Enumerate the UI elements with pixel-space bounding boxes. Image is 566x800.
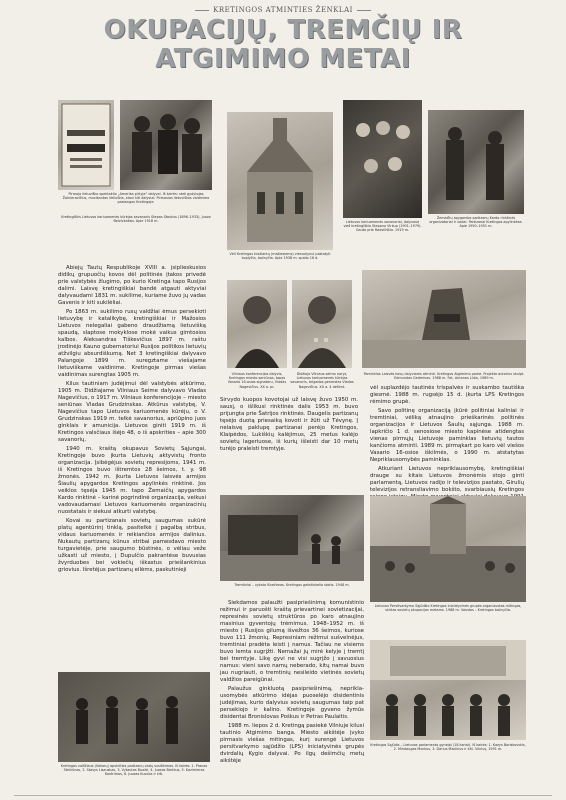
photo-partisans (428, 110, 524, 214)
paragraph: Palaužus ginkluotą pasipriešinimą, nepriklausomybės atkūrimo idėjas puoselėjo disidentinis judėjimas, kurio dalyvius sovietų saugumas taip pat persekiojo ir kalino. Kretingoje gyveno žymūs disidentai Bronislovas Poškus ir Petras Paulaitis. (220, 686, 364, 720)
caption-volunteers: Lietuvos kariuomenės savanoriai, dalyvavę vieš kretingiškio Stepono Virkuo (1901–1979). Gauta prie Radviliškio. 1919 m. (343, 220, 422, 233)
paragraph: Atkuriant Lietuvos nepriklausomybę, kretingiškiai drauge su kitais Lietuvos žmonėmis stojo ginti parlamentą, Lietuvos radijo ir televizijos pastato, Girulių televizijos retransliavimo bokšto, svarbiausių Kretingos (370, 466, 524, 493)
photo-church (227, 112, 333, 250)
divider (195, 10, 209, 11)
photo-theatre-poster (58, 100, 114, 190)
photo-portrait-nagevicius-general (292, 280, 352, 368)
body-mid: Sirvydo kuopos kovotojai už laisvę žuvo 1950 m. sausį, o išlikusi rinktinės dalis 1953 m. buvo prijungta prie Šatrijos rinktinės. Daugelis partizanų tęsėjo duotą priesaiką kovoti ir žūti už Tėvynę. Į nelaisvę paklupę partizanai perėjo Kretingos, Klaipėdos, Lukiškių kalėjimus, 25 metus kalėjo sovietų lageriuose, iš kurių išleisti dar 10 metų turėjo praleisti tremtyje. (220, 397, 358, 452)
title-line-2: ATGIMIMO METAI (155, 44, 411, 74)
paragraph: Siekdamos palaužti pasipriešinimą komunistinio režimui ir paruošti kraštą prievartinei sovietizacijai, represinės sovietų struktūros po karo atnaujino masinius gyventojų trėmimus. 1948–1952 m. iš miesto į Rusijos gilumą išvežtos 36 šeimos, kuriose buvo 111 žmonių. Represiniam režimui sušvelnėjus, tremtiniai pradėta leisti į namus. Tačiau ne visiems buvo lemta sugrįžti. Nemažai jų mirė kelyje į tremtį bei tremtyje. Likę gyvi ne visi sugrįžo į savuosius namus: vieni savo namų neberado, kitų namai buvo jau nugriauti, o tremtinių nesileido vietinės sovietų valdžios pareigūnai. (220, 600, 364, 683)
paragraph: Abiejų Tautų Respublikoje XVIII a. įsiplieskusios didikų grupuočių kovos dėl politinės įtakos privedė prie valstybės žlugimo, po kurio Kretinga tapo Rusijos dalimi. Laisvę kretingiškiai bandė atgauti aktyviai dalyvaudami 1831 m. sukilime, kuriame žuvo jų vadas Gavenis ir kiti sukilėliai. (58, 265, 206, 306)
photo-partisan-group (58, 672, 210, 762)
caption-church: Vėli Kretingos kražiantų (mažiesiems) vienuolynui pastatyti koplyčia, bažnyčia. Apie 1938 m. spalio 16 d. (229, 252, 331, 261)
caption-nagevicius-general: Didžiojo Vilniaus seimo narys, Lietuvos kariuomenės kūrėjas savanoris, brigados generolas Vladas Nagevičius. XX a. 4 dešimt. (290, 372, 354, 389)
kicker-text: KRETINGOS ATMINTIES ŽENKLAI (213, 6, 353, 14)
caption-monument: Paminklas Laisvės kovų dalyviams atminti. Kretingos Atgimimo parke. Projekto autorius skulpt. Edmundas Gedminas. 1988 m. Fot. Antanas Lūža, 1989 m. (363, 372, 525, 381)
paragraph: Savo politinę organizaciją įkūrė politiniai kaliniai ir tremtiniai, vėliką atnaujino prieškarinės politinės organizacijos ir Lietuvos Šaulių sąjunga. 1988 m. lapkričio 1 d. senosiose miesto kapinėse atidengtas vienas pirmųjų Lietuvoje paminklas lietuvių tautos kančioms atminti. 1989 m. pirmąkart po karo vėl viešos Vasario 16-osios iškilmės, o 1990 m. atstatytas Nepriklausomybės paminklas. (370, 408, 524, 463)
caption-nagevicius-civil: Vilniaus konferencijos dalyvis, Kretingos miesto seniūnas, tapęs Vasario 16-osios signataru, Vladas Nagevičius. XX a. pr. (227, 372, 287, 389)
divider (357, 10, 371, 11)
photo-theatre-cast (120, 100, 212, 190)
caption-theatre: Pirmojo lietuviško spektaklio „Amerika pirtyje“ dalyvai. Iš kairės: sėdi gydytojas Žalnieravičius, muzikantas Veliuškis, stovi kiti dalyviai. Pirmosios lietuviškos vaidinimo pastangos Kretingoje. (62, 192, 210, 205)
poster-header (0, 0, 566, 110)
photo-deportation (220, 495, 364, 581)
caption-partisans: Žemaičių apygardos partizanų Kardo rinktinės organizatoriai ir vadai. Partizanai Kretingos apylinkėse. Apie 1950–1951 m. (429, 216, 523, 229)
title-line-1: OKUPACIJŲ, TREMČIŲ IR (103, 15, 463, 45)
series-kicker (0, 6, 566, 14)
caption-deportation: Tremtiniai – vyksta išvežimas. Kretingos geležinkelio stotis. 1948 m. (234, 583, 350, 587)
paragraph: Po 1863 m. sukilimo rusų valdžiai ėmus persekioti lietuvybę ir katalikybę, kretingiškiai ir Mažosios Lietuvos nelegaliai gabeno draudžiamą lietuvišką spaudą, slaptose mokyklose mokė vaikus gimtosios kalbos. Aleksandras Tiškevičius 1897 m. raštu įrodinėjo Kauno gubernatoriui Rusijos politikos lietuvių atžvilgiu absurdiškumą. Net 3 kretingiškiai dalyvavo Palangoje 1899 m. suregztame viešajame lietuviškame vaidinime. Kretingoje pirmas viešas vaidinimas surengtas 1905 m. (58, 309, 206, 378)
paragraph: Kovai su partizanais sovietų saugumas sukūrė platų agentūrinį tinklą, pasitelkė į pagalbą stribus, vidaus kariuomenės ir reikiančios armijos dalinius. Nukautų partizanų kūnus stribai pamesdavo miesto turgavietėje, prie saugumo būstinės, o vėliau veže užkasti už miesto, į Dupulčio pakrantėse buvusias žvyrduobes bei vokiečių iškastus priešlankinius griovius. Išretėjus partizanų eilėms, paskutinieji (58, 518, 206, 573)
body-bottom (220, 600, 364, 796)
body-left (58, 265, 206, 663)
paragraph: 1940 m. kraštą okupavus Sovietų Sąjungai, Kretingoje buvo įkurta Lietuvių aktyvistų fronto organizacija. Įsibėgėjus sovietų represijoms, 1941 m. iš Kretingos buvo ištremtos 28 šeimos, t. y. 98 žmonės. 1942 m. įkurta Lietuvos laisvės armijos Šiaulių apygardos Kretingos apylinkės rinktinė. Jos veiklos tęsėja 1945 m. tapo Žemaičių apygardos Kardo rinktinė – karinė pogrindinė organizacija, veikusi vadovaudamasi Lietuvos kariuomenės organizacinių nuostatais ir siekusi atkurti valstybę. (58, 446, 206, 515)
photo-rally (370, 496, 526, 602)
photo-portrait-nagevicius-civil (227, 280, 287, 368)
paragraph: 1988 m. liepos 2 d. Kretingą pasiekė Vilniuje kilusi tautinio Atgimimo banga. Miesto aikštėje įvyko pirmasis viešas mitingas, kurį surengė Lietuvos persitvarkymo sąjūdžio (LPS) iniciatyvinės grupės dvirdalių Kygio dalyvai. Po ilgų dešimčių metų aikštėje (220, 723, 364, 764)
paragraph: vėl suplazdėjo tautinės trispalvės ir suskambo tautiška giesmė. 1988 m. rugsėjo 15 d. įkurta LPS Kretingos rėmimo grupė. (370, 385, 524, 405)
paragraph: Kilus tautiniam judėjimui dėl valstybės atkūrimo, 1905 m. Didžiajame Vilniaus Seime dalyvavo Vladas Nagevičius, o 1917 m. Vilniaus konferencijoje – miesto seniūnas Vladas Grudzinskas. Atkūrus valstybę, V. Nagevičius tapo Lietuvos kariuomenės kūrėju, o V. Grudzinskas 1919 m. telkė savanorius, apriūpino juos ginklais ir amunicija. Lietuvos giniti 1919 m. iš Kretingos valsčiaus išėjo 48, o iš apskrities – apie 300 savanorių. (58, 381, 206, 443)
caption-parliament-defenders: Kretingos Sąjūdis – Lietuvos parlamento gynėjai (18 kariai). Iš kairės: 1. Kazys Boriskovskis, 2. Mindaugas Mockus, 3. Darius Macikius ir kiti. Vilnius, 1991 m. (370, 743, 526, 752)
caption-partisan-group: Kretingos valščiaus (Vakarų) apskrities partizanų vadų susitikimas. Iš kairės: 1. Pranas Steikūnas, 2. Stasys Lisauskas, 3. Vytautas Buožė, 4. Juozas Bartkus, 5. Kazimieras Kontrimas, 6. Juozas Kuocka ir kiti. (60, 764, 208, 777)
photo-monument (362, 270, 526, 368)
caption-volunteer: Kretingiškis Lietuvos kariuomenės kūrėjas savanoris Stepas Stoskus (1896–1933), Juozo Belvickaitas. Apie 1918 m. (61, 215, 211, 224)
photo-volunteers (343, 100, 422, 218)
caption-rally: Lietuvos Persitvarkymo Sąjūdžio Kretingos iniciatyvinės grupės organizuotas mitingas, skirtas sovietų okupacijos metams. 1988 m. Vaizdas – Kretingos bažnyčia. (374, 604, 522, 613)
photo-parliament-defenders (370, 640, 526, 740)
footer-divider (14, 795, 552, 796)
